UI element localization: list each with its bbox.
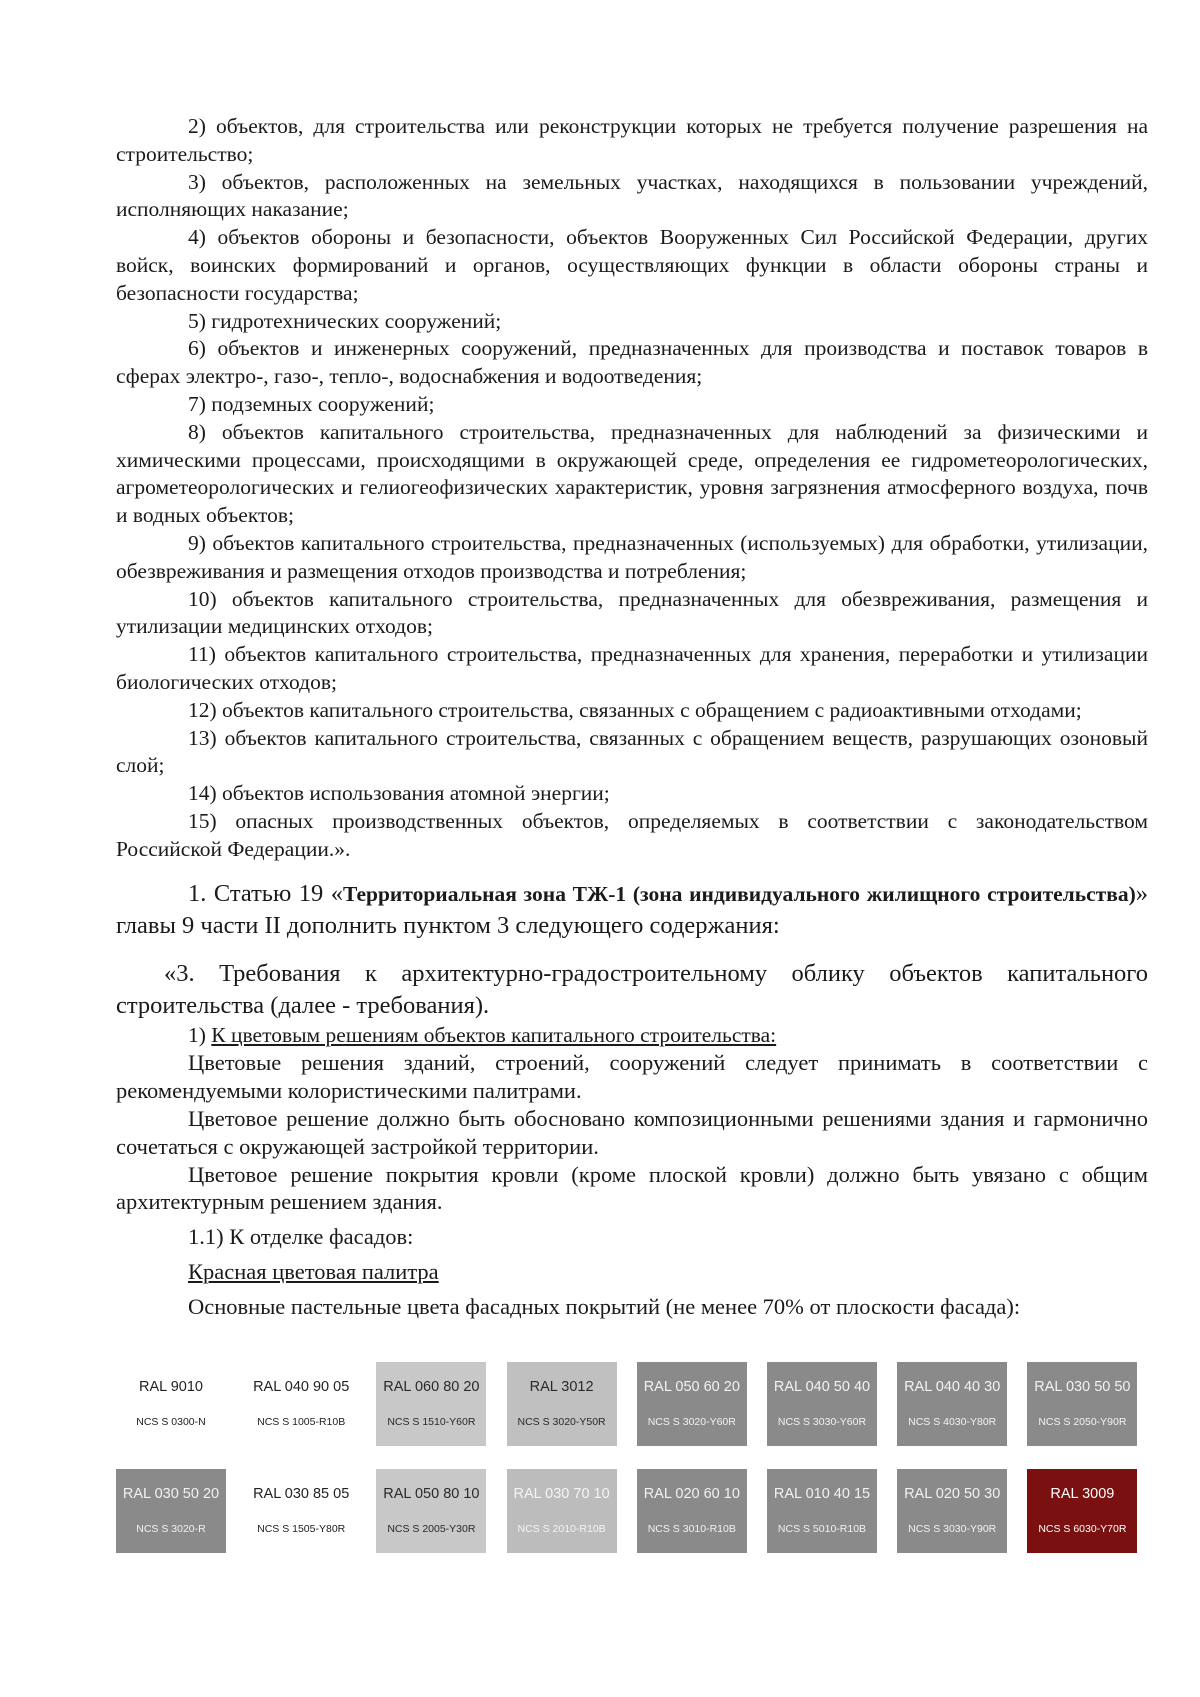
amendment-number: 1.: [188, 879, 207, 907]
list-item-14: 14) объектов использования атомной энергии;: [188, 781, 610, 806]
swatch-ncs-code: NCS S 3030-Y60R: [777, 1416, 867, 1428]
swatch-ncs-code: NCS S 1005-R10B: [257, 1416, 346, 1428]
swatch-ral-code: RAL 050 80 10: [383, 1486, 480, 1502]
color-swatch: [116, 1362, 226, 1446]
color-swatch: [897, 1469, 1007, 1553]
document-body: [116, 113, 1148, 1320]
swatch-ncs-code: NCS S 2005-Y30R: [387, 1523, 476, 1535]
swatch-ral-code: RAL 020 60 10: [643, 1486, 740, 1502]
swatch-ral-code: RAL 050 60 20: [643, 1379, 740, 1395]
color-swatch: [637, 1469, 747, 1553]
amendment-text-after: » главы 9 части II дополнить пунктом 3 следующего содержания:: [116, 879, 1148, 939]
color-swatch: [376, 1362, 486, 1446]
list-item-7: 7) подземных сооружений;: [188, 391, 435, 416]
color-swatch: [116, 1469, 226, 1553]
swatch-ncs-code: NCS S 1510-Y60R: [387, 1416, 476, 1428]
palette-title: Красная цветовая палитра: [188, 1258, 439, 1284]
color-paragraph-3: Цветовое решение покрытия кровли (кроме плоской кровли) должно быть увязано с общим архитектурным решением здания.: [116, 1161, 1148, 1215]
list-item-9: 9) объектов капитального строительства, предназначенных (используемых) для обработки, утилизации, обезвреживания и размещения отходов производства и потребления;: [116, 530, 1148, 583]
amendment-text-before: Статью 19 «: [206, 879, 343, 907]
swatch-ral-code: RAL 020 50 30: [904, 1486, 1001, 1502]
item-1-title: К цветовым решениям объектов капитального строительства:: [211, 1022, 777, 1047]
section-3-heading: «3. Требования к архитектурно-градостроительному облику объектов капитального строительства (далее - требования).: [116, 959, 1148, 1019]
swatch-ncs-code: NCS S 5010-R10B: [777, 1523, 867, 1535]
list-item-8: 8) объектов капитального строительства, предназначенных для наблюдений за физическими и химическими процессами, происходящими в окружающей среде, определения ее гидрометеорологических, агрометеорологических и гелиогеофизических характеристик, уровня загрязнения атмосферного воздуха, почв и водных объектов;: [116, 419, 1148, 528]
color-swatch: [246, 1469, 356, 1553]
color-swatch: [246, 1362, 356, 1446]
swatch-ral-code: RAL 060 80 20: [383, 1379, 480, 1395]
swatch-ncs-code: NCS S 3020-Y50R: [517, 1416, 606, 1428]
list-item-15: 15) опасных производственных объектов, определяемых в соответствии с законодательством Российской Федерации.».: [116, 808, 1148, 861]
swatch-ncs-code: NCS S 3030-Y90R: [908, 1523, 997, 1535]
swatch-ncs-code: NCS S 1505-Y80R: [257, 1523, 346, 1535]
swatch-ral-code: RAL 040 90 05: [253, 1379, 350, 1395]
item-1-1-heading: 1.1) К отделке фасадов:: [188, 1224, 414, 1250]
amendment-paragraph: [116, 878, 1148, 942]
swatch-ral-code: RAL 9010: [139, 1379, 203, 1395]
swatch-ncs-code: NCS S 0300-N: [136, 1416, 206, 1428]
item-1-number: 1): [188, 1022, 212, 1047]
color-swatch: [507, 1362, 617, 1446]
color-swatch: [507, 1469, 617, 1553]
swatch-ral-code: RAL 030 50 20: [122, 1486, 220, 1502]
swatch-ncs-code: NCS S 3020-Y60R: [647, 1416, 736, 1428]
list-item-12: 12) объектов капитального строительства, связанных с обращением с радиоактивными отходами;: [188, 697, 1082, 722]
list-item-2: 2) объектов, для строительства или реконструкции которых не требуется получение разрешения на строительство;: [116, 114, 1148, 166]
color-swatch: [1027, 1362, 1137, 1446]
swatch-ncs-code: NCS S 2050-Y90R: [1038, 1416, 1127, 1428]
list-item-5: 5) гидротехнических сооружений;: [188, 308, 502, 333]
swatch-ral-code: RAL 040 40 30: [904, 1379, 1001, 1395]
item-1-heading: [116, 1022, 1148, 1050]
color-paragraph-1: Цветовые решения зданий, строений, сооружений следует принимать в соответствии с рекомендуемыми колористическими палитрами.: [116, 1050, 1148, 1104]
swatch-ral-code: RAL 030 50 50: [1034, 1379, 1131, 1395]
color-swatch: [1027, 1469, 1137, 1553]
swatch-ral-code: RAL 3012: [529, 1379, 594, 1395]
color-swatch: [637, 1362, 747, 1446]
color-swatch: [897, 1362, 1007, 1446]
swatch-ncs-code: NCS S 2010-R10B: [517, 1523, 606, 1535]
palette-subtitle: Основные пастельные цвета фасадных покрытий (не менее 70% от плоскости фасада):: [188, 1293, 1021, 1319]
swatch-ral-code: RAL 030 70 10: [513, 1486, 610, 1502]
swatch-ncs-code: NCS S 3010-R10B: [647, 1523, 736, 1535]
color-swatch: [767, 1362, 877, 1446]
list-item-10: 10) объектов капитального строительства, предназначенных для обезвреживания, размещения и утилизации медицинских отходов;: [116, 586, 1148, 639]
list-item-6: 6) объектов и инженерных сооружений, предназначенных для производства и поставок товаров в сферах электро-, газо-, тепло-, водоснабжения и водоотведения;: [116, 336, 1148, 389]
swatch-ral-code: RAL 010 40 15: [773, 1486, 871, 1502]
swatch-ral-code: RAL 040 50 40: [773, 1379, 871, 1395]
swatch-ncs-code: NCS S 6030-Y70R: [1038, 1523, 1127, 1535]
swatch-ncs-code: NCS S 4030-Y80R: [908, 1416, 997, 1428]
amendment-zone-title: Территориальная зона ТЖ-1 (зона индивидуального жилищного строительства): [342, 881, 1136, 906]
swatch-ral-code: RAL 3009: [1050, 1486, 1115, 1502]
swatch-ral-code: RAL 030 85 05: [253, 1486, 350, 1502]
list-item-11: 11) объектов капитального строительства, предназначенных для хранения, переработки и утилизации биологических отходов;: [116, 642, 1148, 694]
list-item-4: 4) объектов обороны и безопасности, объектов Вооруженных Сил Российской Федерации, других войск, воинских формирований и органов, осуществляющих функции в области обороны страны и безопасности государства;: [116, 225, 1148, 305]
swatch-ncs-code: NCS S 3020-R: [136, 1523, 206, 1535]
color-swatch: [376, 1469, 486, 1553]
list-item-13: 13) объектов капитального строительства, связанных с обращением веществ, разрушающих озоновый слой;: [116, 725, 1148, 778]
color-paragraph-2: Цветовое решение должно быть обосновано композиционными решениями здания и гармонично сочетаться с окружающей застройкой территории.: [116, 1105, 1148, 1159]
color-swatch: [767, 1469, 877, 1553]
color-palette-grid: [116, 1362, 1148, 1582]
list-item-3: 3) объектов, расположенных на земельных участках, находящихся в пользовании учреждений, исполняющих наказание;: [116, 169, 1148, 222]
